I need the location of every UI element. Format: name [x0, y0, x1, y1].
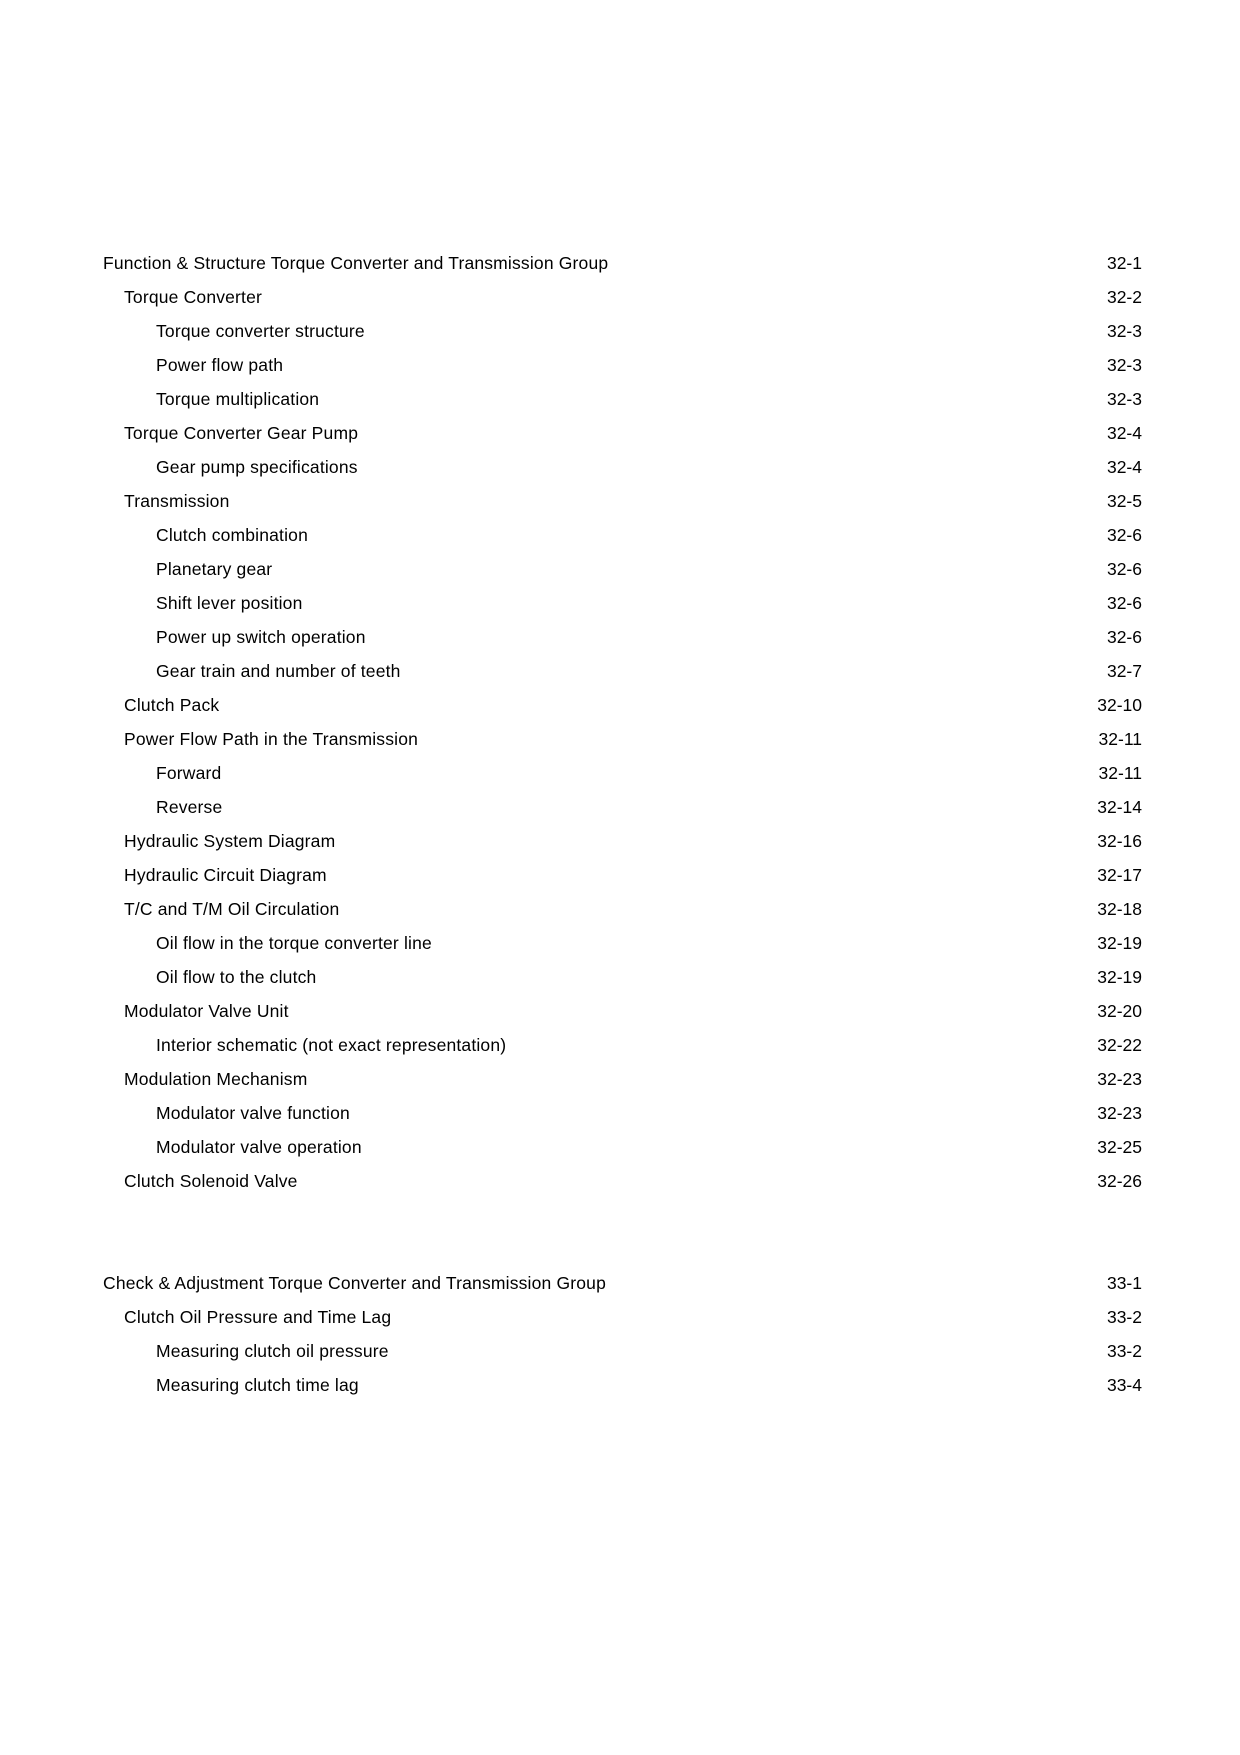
dot-leader — [223, 762, 1084, 780]
toc-entry[interactable] — [0, 892, 1240, 926]
toc-entry-title: Power Flow Path in the Transmission — [124, 729, 419, 749]
toc-entry[interactable] — [0, 1028, 1240, 1062]
dot-leader — [425, 728, 1084, 746]
dot-leader — [305, 592, 1079, 610]
dot-leader — [334, 864, 1078, 882]
toc-entry[interactable] — [0, 314, 1240, 348]
toc-entry-page-number: 32-6 — [1106, 593, 1142, 613]
toc-entry-title: Transmission — [124, 491, 230, 511]
toc-entry-title: Reverse — [156, 797, 223, 817]
toc-entry-page-number: 32-22 — [1097, 1035, 1142, 1055]
toc-entry-page-number: 33-1 — [1106, 1273, 1142, 1293]
toc-entry-title: Check & Adjustment Torque Converter and Transmission Group — [103, 1273, 606, 1293]
toc-entry[interactable] — [0, 280, 1240, 314]
toc-entry[interactable] — [0, 1096, 1240, 1130]
toc-entry-title: Torque Converter Gear Pump — [124, 423, 359, 443]
dot-leader — [232, 490, 1078, 508]
toc-entry-page-number: 33-2 — [1106, 1341, 1142, 1361]
dot-leader — [513, 1034, 1078, 1052]
toc-entry[interactable] — [0, 824, 1240, 858]
toc-entry[interactable] — [0, 790, 1240, 824]
toc-entry[interactable] — [0, 552, 1240, 586]
dot-leader — [366, 1374, 1078, 1392]
toc-entry[interactable] — [0, 1130, 1240, 1164]
toc-entry-title: Forward — [156, 763, 222, 783]
toc-entry[interactable] — [0, 926, 1240, 960]
toc-entry-title: Gear train and number of teeth — [156, 661, 401, 681]
toc-entry-page-number: 32-10 — [1097, 695, 1142, 715]
toc-entry-title: Oil flow to the clutch — [156, 967, 317, 987]
toc-entry[interactable] — [0, 484, 1240, 518]
dot-leader — [269, 286, 1078, 304]
dot-leader — [613, 1272, 1078, 1290]
dot-leader — [408, 660, 1078, 678]
dot-leader — [226, 694, 1078, 712]
toc-entry[interactable] — [0, 586, 1240, 620]
toc-entry[interactable] — [0, 756, 1240, 790]
toc-entry-page-number: 32-4 — [1106, 457, 1142, 477]
toc-entry[interactable] — [0, 518, 1240, 552]
toc-entry-title: Torque Converter — [124, 287, 263, 307]
toc-entry-page-number: 32-16 — [1097, 831, 1142, 851]
toc-entry-title: Modulation Mechanism — [124, 1069, 308, 1089]
toc-entry-page-number: 32-26 — [1097, 1171, 1142, 1191]
dot-leader — [305, 1170, 1078, 1188]
dot-leader — [296, 1000, 1078, 1018]
toc-entry-page-number: 32-7 — [1106, 661, 1142, 681]
dot-leader — [290, 354, 1078, 372]
toc-entry-title: Planetary gear — [156, 559, 273, 579]
dot-leader — [326, 388, 1078, 406]
toc-entry-page-number: 33-2 — [1106, 1307, 1142, 1327]
toc-entry-title: Shift lever position — [156, 593, 303, 613]
toc-entry[interactable] — [0, 688, 1240, 722]
toc-entry[interactable] — [0, 858, 1240, 892]
toc-entry[interactable] — [0, 1062, 1240, 1096]
toc-entry-title: Oil flow in the torque converter line — [156, 933, 432, 953]
toc-entry-title: Power flow path — [156, 355, 284, 375]
toc-entry[interactable] — [0, 1300, 1240, 1334]
toc-entry-page-number: 32-23 — [1097, 1103, 1142, 1123]
dot-leader — [357, 1102, 1078, 1120]
toc-entry-page-number: 32-3 — [1106, 355, 1142, 375]
toc-entry-page-number: 32-4 — [1106, 423, 1142, 443]
toc-entry[interactable] — [0, 1334, 1240, 1368]
toc-entry[interactable] — [0, 1164, 1240, 1198]
dot-leader — [398, 1306, 1078, 1324]
dot-leader — [615, 252, 1078, 270]
toc-entry[interactable] — [0, 348, 1240, 382]
toc-entry-page-number: 32-20 — [1097, 1001, 1142, 1021]
toc-entry-page-number: 32-6 — [1106, 559, 1142, 579]
dot-leader — [434, 932, 1078, 950]
toc-entry-title: Power up switch operation — [156, 627, 366, 647]
toc-entry-page-number: 32-3 — [1106, 389, 1142, 409]
toc-entry-title: Measuring clutch oil pressure — [156, 1341, 389, 1361]
dot-leader — [365, 422, 1078, 440]
dot-leader — [314, 1068, 1078, 1086]
dot-leader — [342, 830, 1078, 848]
toc-entry-page-number: 32-5 — [1106, 491, 1142, 511]
toc-section-check-and-adjustment — [0, 1266, 1240, 1402]
toc-entry-title: T/C and T/M Oil Circulation — [124, 899, 340, 919]
toc-entry-title: Modulator valve operation — [156, 1137, 362, 1157]
toc-entry-page-number: 32-6 — [1106, 627, 1142, 647]
toc-section-function-and-structure — [0, 246, 1240, 1198]
section-spacer — [0, 1198, 1240, 1266]
toc-entry-page-number: 33-4 — [1106, 1375, 1142, 1395]
toc-entry-title: Clutch Pack — [124, 695, 220, 715]
toc-entry-page-number: 32-6 — [1106, 525, 1142, 545]
toc-entry-title: Modulator valve function — [156, 1103, 350, 1123]
toc-entry-title: Gear pump specifications — [156, 457, 358, 477]
toc-entry-title: Clutch combination — [156, 525, 308, 545]
toc-entry-title: Clutch Solenoid Valve — [124, 1171, 298, 1191]
dot-leader — [365, 456, 1078, 474]
dot-leader — [364, 1136, 1078, 1154]
toc-entry[interactable] — [0, 416, 1240, 450]
toc-entry-page-number: 32-2 — [1106, 287, 1142, 307]
dot-leader — [274, 558, 1078, 576]
toc-entry-page-number: 32-3 — [1106, 321, 1142, 341]
dot-leader — [346, 898, 1078, 916]
toc-entry[interactable] — [0, 654, 1240, 688]
toc-entry-title: Clutch Oil Pressure and Time Lag — [124, 1307, 392, 1327]
dot-leader — [396, 1340, 1078, 1358]
dot-leader — [372, 320, 1078, 338]
toc-entry-title: Torque converter structure — [156, 321, 365, 341]
toc-entry-page-number: 32-19 — [1097, 933, 1142, 953]
toc-entry-page-number: 32-17 — [1097, 865, 1142, 885]
toc-entry[interactable] — [0, 382, 1240, 416]
dot-leader — [373, 626, 1078, 644]
table-of-contents — [0, 246, 1240, 1402]
toc-entry-page-number: 32-1 — [1106, 253, 1142, 273]
toc-entry[interactable] — [0, 994, 1240, 1028]
dot-leader — [224, 796, 1078, 814]
toc-entry[interactable] — [0, 960, 1240, 994]
toc-entry-title: Modulator Valve Unit — [124, 1001, 289, 1021]
toc-entry-title: Function & Structure Torque Converter and Transmission Group — [103, 253, 609, 273]
toc-entry-page-number: 32-23 — [1097, 1069, 1142, 1089]
toc-entry-page-number: 32-25 — [1097, 1137, 1142, 1157]
toc-entry-title: Interior schematic (not exact representation) — [156, 1035, 507, 1055]
toc-entry-title: Hydraulic System Diagram — [124, 831, 336, 851]
toc-entry-title: Measuring clutch time lag — [156, 1375, 359, 1395]
toc-entry-page-number: 32-11 — [1098, 763, 1142, 783]
toc-entry[interactable] — [0, 620, 1240, 654]
toc-entry-title: Hydraulic Circuit Diagram — [124, 865, 327, 885]
toc-entry[interactable] — [0, 722, 1240, 756]
dot-leader — [323, 966, 1078, 984]
dot-leader — [315, 524, 1078, 542]
toc-entry[interactable] — [0, 1266, 1240, 1300]
toc-entry[interactable] — [0, 246, 1240, 280]
toc-entry-page-number: 32-18 — [1097, 899, 1142, 919]
toc-entry[interactable] — [0, 450, 1240, 484]
toc-entry[interactable] — [0, 1368, 1240, 1402]
toc-entry-title: Torque multiplication — [156, 389, 320, 409]
toc-entry-page-number: 32-11 — [1098, 729, 1142, 749]
toc-entry-page-number: 32-14 — [1097, 797, 1142, 817]
toc-entry-page-number: 32-19 — [1097, 967, 1142, 987]
